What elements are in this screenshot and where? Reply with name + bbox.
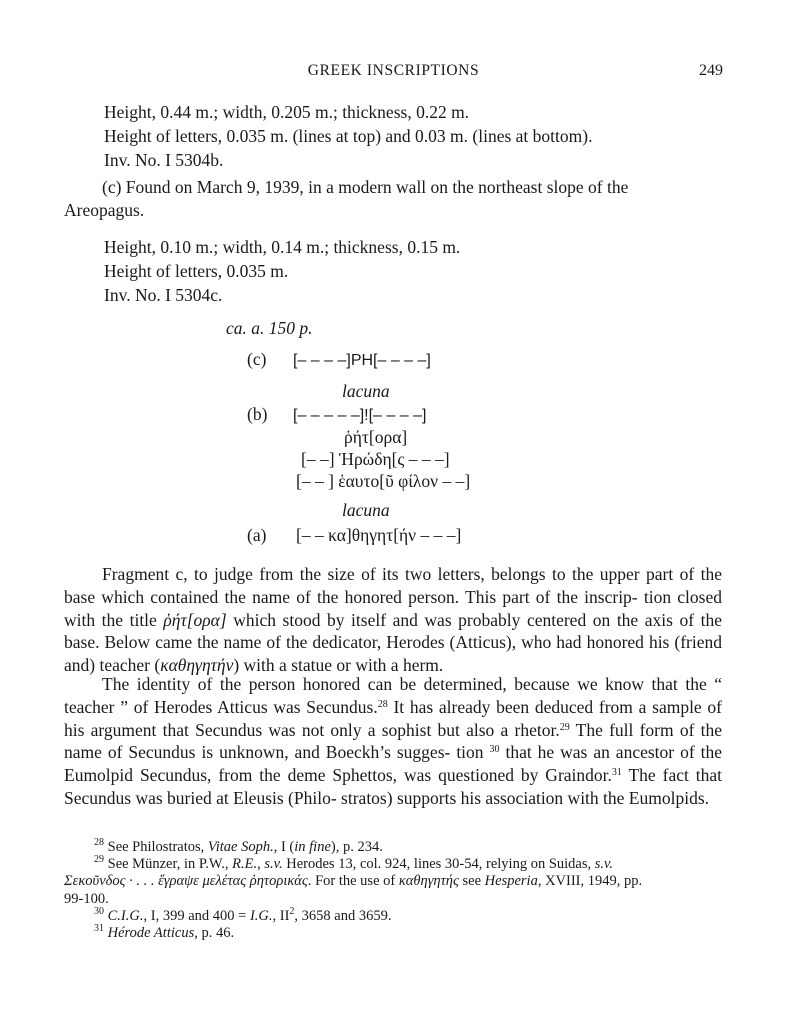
text-line: Areopagus. <box>64 200 145 220</box>
inscription-line-b4: [– – ] ἑαυτο[ῦ φίλον – –] <box>296 471 471 491</box>
fragment-label-b: (b) <box>247 404 268 424</box>
fragment-label-c: (c) <box>247 349 267 369</box>
footnote-28: $^{28}$ See Philostratos, Vitae Soph., I (in fine), p. 234. <box>94 837 383 855</box>
inscription-line-b1: [– – – – –]![– – – –] <box>293 407 427 424</box>
footnote-ref-28[interactable]: 28 <box>377 698 388 710</box>
fragment-c-description <box>64 176 722 222</box>
footnote-29: $^{29}$ See Münzer, in P.W., R.E., s.v. Herodes 13, col. 924, lines 30-54, relying on Suidas, s.v. <box>94 854 614 873</box>
inventory-line: Inv. No. I 5304c. <box>104 285 223 305</box>
inventory-line: Inv. No. I 5304b. <box>104 150 224 170</box>
dimension-line: Height of letters, 0.035 m. <box>104 261 289 281</box>
page-number: 249 <box>699 62 723 79</box>
fragment-label-a: (a) <box>247 525 267 545</box>
inscription-line-a: [– – κα]θηγητ[ήν – – –] <box>296 525 462 545</box>
dimension-line: Height, 0.10 m.; width, 0.14 m.; thickness, 0.15 m. <box>104 237 461 257</box>
inscription-date: ca. a. 150 p. <box>226 318 313 338</box>
body-paragraph-2 <box>64 673 722 810</box>
footnote-29-continued: Σεκοῦνδος · . . . ἔγραψε μελέτας ῥητορικάς. For the use of καθηγητής see Hesperia, XVIII, 1949, pp. <box>64 873 643 890</box>
footnote-ref-29[interactable]: 29 <box>559 721 570 733</box>
inscription-line-c: [– – – –]PH[– – – –] <box>293 352 431 369</box>
fragment-c-dimensions <box>104 235 460 307</box>
footnote-ref-30[interactable]: 30 <box>489 744 500 756</box>
inscription-line-b2: ῥήτ[ορα] <box>344 427 408 447</box>
fragment-b-dimensions <box>104 100 592 172</box>
running-header-title: GREEK INSCRIPTIONS <box>307 62 480 79</box>
greek-term: ῥήτ[ορα] <box>163 609 227 630</box>
greek-term: καθηγητήν <box>160 655 234 676</box>
footnote-ref-31[interactable]: 31 <box>611 767 622 779</box>
lacuna-label: lacuna <box>342 381 390 401</box>
dimension-line: Height of letters, 0.035 m. (lines at top) and 0.03 m. (lines at bottom). <box>104 126 593 146</box>
paragraph-text: Fragment c, to judge from the size of its two letters, belongs to the upper part of the base which contained the name of the honored person. This part of the inscrip- tion closed with the title ῥήτ[ορα] which stood by itself and was probably centered on the axis of the base. Below came the name of the dedicator, Herodes (Atticus), who had honored his (friend and) teacher (καθηγητήν) with a statue or with a herm. <box>64 564 723 676</box>
footnotes <box>64 839 722 942</box>
inscription-line-b3: [– –] Ἡρώδη[ς – – –] <box>301 449 450 469</box>
text-line: (c) Found on March 9, 1939, in a modern wall on the northeast slope of the <box>102 177 629 197</box>
footnote-29-continued: 99-100. <box>64 890 109 907</box>
paragraph-text: The identity of the person honored can be determined, because we know that the “ teacher ” of Herodes Atticus was Secundus.$^{28}$ It has already been deduced from a sample of his argument that Secundus was not only a sophist but also a rhetor.$^{29}$ The full form of the name of Secundus is unknown, and Boeckh’s sugges- tion $^{30}$ that he was an ancestor of the Eumolpid Secundus, from the deme Sphettos, was questioned by Graindor.$^{31}$ The fact that Secundus was buried at Eleusis (Philo- stratos) supports his association with the Eumolpids. <box>64 674 723 808</box>
body-paragraph-1 <box>64 563 722 677</box>
dimension-line: Height, 0.44 m.; width, 0.205 m.; thickness, 0.22 m. <box>104 102 470 122</box>
footnote-31: $^{31}$ Hérode Atticus, p. 46. <box>94 923 235 942</box>
footnote-30: $^{30}$ C.I.G., I, 399 and 400 = I.G., $II^2$, 3658 and 3659. <box>94 905 392 924</box>
lacuna-label: lacuna <box>342 500 390 520</box>
